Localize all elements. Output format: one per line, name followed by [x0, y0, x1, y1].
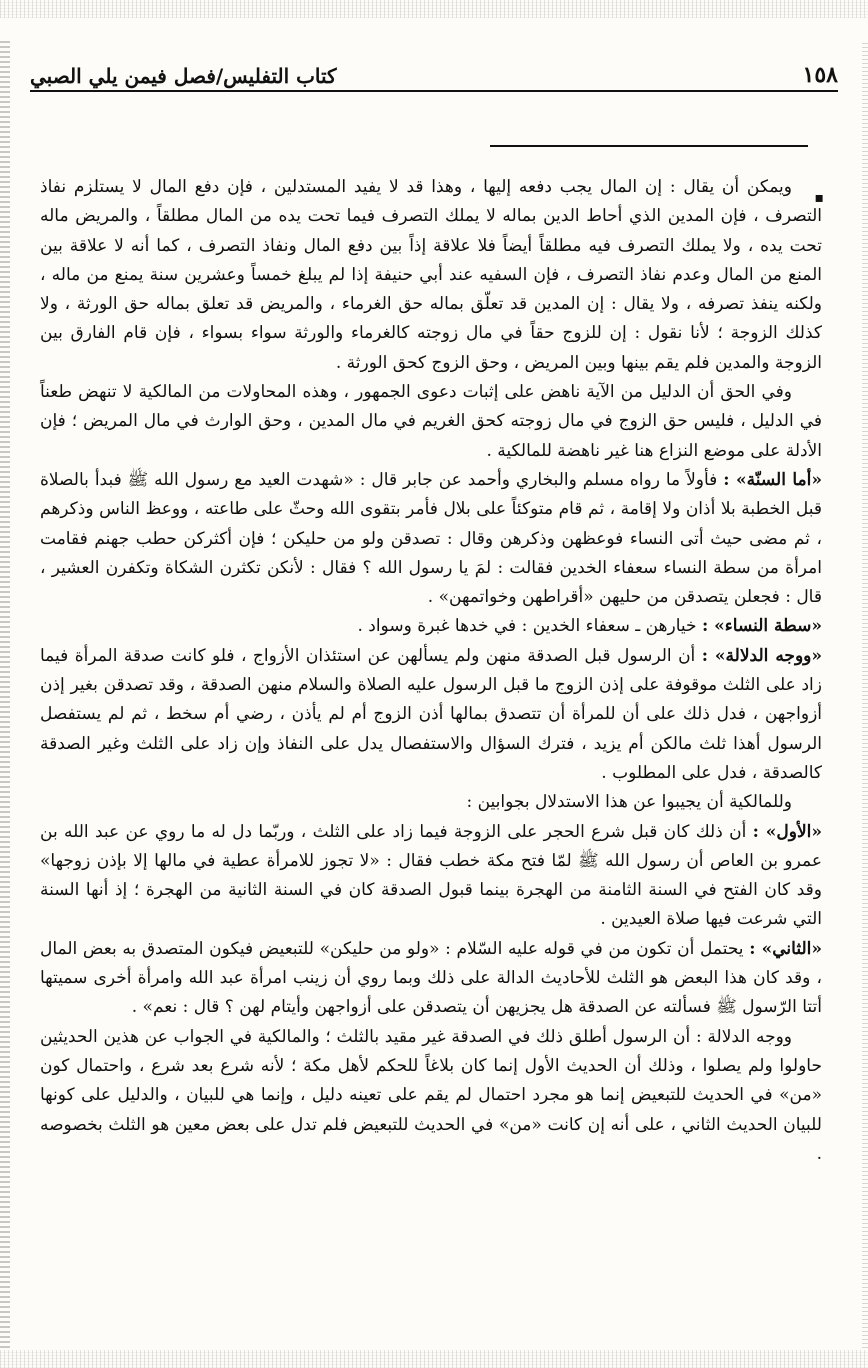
paragraph-4	[40, 612, 822, 641]
paragraph-text: وللمالكية أن يجيبوا عن هذا الاستدلال بجوابين :	[466, 792, 792, 813]
paragraph-3	[40, 466, 822, 612]
paragraph-9	[40, 1023, 822, 1169]
page-header	[30, 54, 838, 88]
running-title: كتاب التفليس/فصل فيمن يلي الصبي	[30, 64, 337, 88]
paragraph-lead: «الثاني» :	[749, 938, 823, 959]
paragraph-text: ووجه الدلالة : أن الرسول أطلق ذلك في الصدقة غير مقيد بالثلث ؛ والمالكية في الجواب عن هذين الحديثين حاولوا ولم يصلوا ، وذلك أن الحديث الأول إنما كان بلاغاً للحكم لأهل مكة ؛ لأنه شرع بعد شرع ، واحتمال كون «من» في الحديث للتبعيض إنما هو مجرد احتمال لم يقم على تعينه دليل ، وإنما هي للبيان ، والدليل على كونها للبيان الحديث الثاني ، على أنه إن كانت «من» في الحديث للتبعيض فلم تدل على بعض معين هو الثلث بخصوصه .	[40, 1026, 822, 1164]
paragraph-1	[40, 173, 822, 378]
paragraph-text: أن ذلك كان قبل شرع الحجر على الزوجة فيما زاد على الثلث ، وربّما دل له ما روي عن عبد الله بن عمرو بن العاص أن رسول الله ﷺ لمّا فتح مكة خطب فقال : «لا تجوز للامرأة عطية في مالها إلا بإذن زوجها» وقد كان الفتح في السنة الثامنة من الهجرة بينما قبول الصدقة كان في السنة الثانية من الهجرة ؛ إذ أنها السنة التي شرعت فيها صلاة العيدين .	[40, 821, 822, 930]
scan-edge-left	[0, 40, 10, 1348]
paragraph-lead: «ووجه الدلالة» :	[701, 645, 822, 666]
scan-noise-bottom	[0, 1350, 868, 1368]
scan-edge-right	[862, 40, 868, 1348]
paragraph-lead: «أما السنّة» :	[723, 469, 822, 490]
header-rule	[30, 90, 838, 92]
paragraph-text: خيارهن ـ سعفاء الخدين : في خدها غبرة وسواد .	[357, 616, 697, 637]
paragraph-8	[40, 935, 822, 1023]
section-rule	[490, 145, 808, 147]
paragraph-text: فأولاً ما رواه مسلم والبخاري وأحمد عن جابر قال : «شهدت العيد مع رسول الله ﷺ فبدأ بالصلاة قبل الخطبة بلا أذان ولا إقامة ، ثم قام متوكئاً على بلال فأمر بتقوى الله وحثّ على طاعته ، ووعظ الناس وذكرهم ، ثم مضى حيث أتى النساء فوعظهن وذكرهن وقال : تصدقن ولو من حليكن ؛ فإن أكثركن حطب جهنم فقامت امرأة من سطة النساء سعفاء الخدين فقالت : لمَ يا رسول الله ؟ فقال : لأنكن تكثرن الشكاة وتكفرن العشير ، قال : فجعلن يتصدقن من حليهن «أقراطهن وخواتمهن» .	[40, 469, 822, 608]
page-number: ١٥٨	[802, 62, 838, 88]
paragraph-text: ويمكن أن يقال : إن المال يجب دفعه إليها ، وهذا قد لا يفيد المستدلين ، فإن دفع المال لا يستلزم نفاذ التصرف ، فإن المدين الذي أحاط الدين بماله لا يملك التصرف فيما تحت يده من المال مطلقاً ، والمريض ماله تحت يده ، ولا يملك التصرف فيه مطلقاً أيضاً فلا علاقة إذاً بين دفع المال ونفاذ التصرف ، كما أنه لا علاقة بين المنع من المال وعدم نفاذ التصرف ، فإن السفيه عند أبي حنيفة إذا لم يبلغ خمساً وعشرين سنة يمنع من ماله ، ولكنه ينفذ تصرفه ، ولا يقال : إن المدين قد تعلّق بماله حق الغرماء ، والمريض قد تعلق بماله حق الورثة ، ولا كذلك الزوجة ؛ لأنا نقول : إن للزوج حقاً في مال زوجته كالغرماء والورثة سواء بسواء ، فإن قام الفارق بين الزوجة والمدين فلم يقم بينها وبين المريض ، وحق الزوج كحق الورثة .	[40, 177, 822, 373]
paragraph-lead: «سطة النساء» :	[701, 616, 822, 637]
margin-mark: ▪	[814, 190, 824, 206]
paragraph-7	[40, 818, 822, 935]
scan-noise-top	[0, 0, 868, 18]
paragraph-lead: «الأول» :	[752, 821, 822, 842]
paragraph-text: يحتمل أن تكون من في قوله عليه السّلام : «ولو من حليكن» للتبعيض فيكون المتصدق به بعض المال ، وقد كان هذا البعض هو الثلث للأحاديث الدالة على ذلك وبما روي أن زينب امرأة عبد الله وامرأة أخرى سميتها أتتا الرّسول ﷺ فسألته عن الصدقة هل يجزيهن أن يتصدقن على أزواجهن وأيتام لهن ؟ قال : نعم» .	[40, 938, 822, 1018]
paragraph-5	[40, 642, 822, 788]
paragraph-text: وفي الحق أن الدليل من الآية ناهض على إثبات دعوى الجمهور ، وهذه المحاولات من المالكية لا تنهض طعناً في الدليل ، فليس حق الزوج في مال زوجته كحق الغريم في مال المدين ، وحق الوارث في مال المريض ؛ فإن الأدلة على موضع النزاع هنا غير ناهضة للمالكية .	[40, 382, 822, 461]
paragraph-2	[40, 378, 822, 466]
paragraph-text: أن الرسول قبل الصدقة منهن ولم يسألهن عن استئذان الأزواج ، فلو كانت صدقة المرأة فيما زاد على الثلث موقوفة على إذن الزوج ما قبل الرسول عليه الصلاة والسلام منهن الصدقة ، وقد تصدقن بغير إذن أزواجهن ، فدل ذلك على أن للمرأة أن تتصدق بمالها أذن الزوج أم لم يأذن ، رضي أم سخط ، ثم لم يستفصل الرسول أهذا ثلث مالكن أم يزيد ، فترك السؤال والاستفصال يدل على النفاذ وإن زاد على الثلث وغير الصدقة كالصدقة ، فدل على المطلوب .	[40, 645, 822, 783]
paragraph-6	[40, 788, 822, 817]
body-text	[40, 173, 822, 1169]
